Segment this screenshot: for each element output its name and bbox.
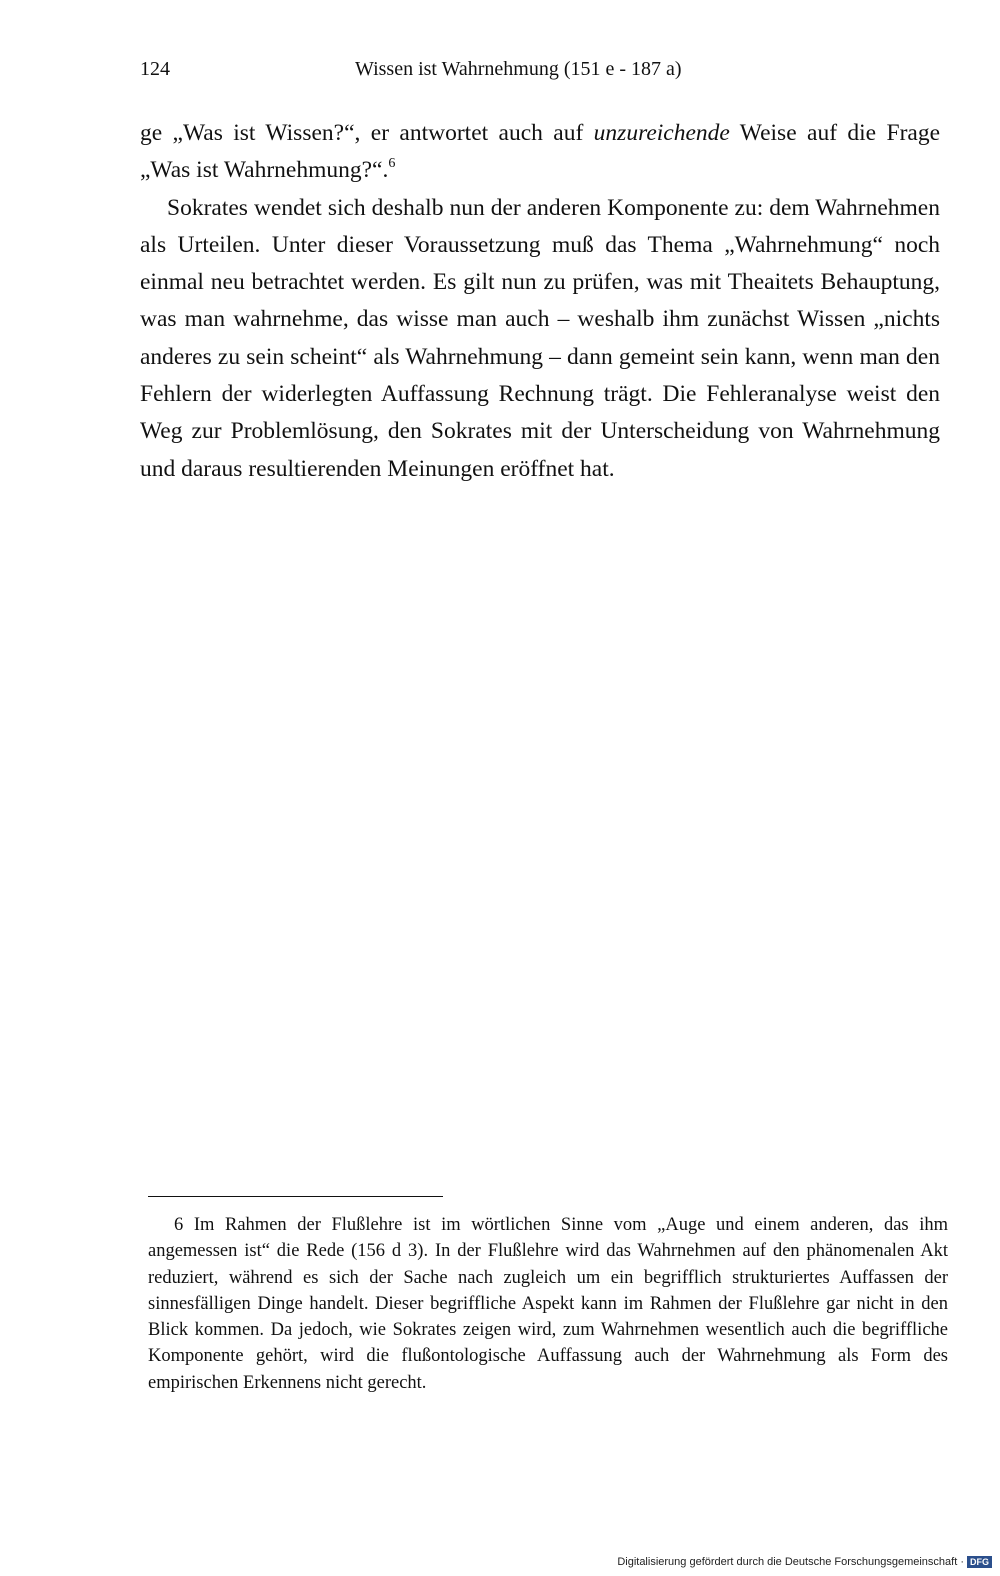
- footnote-reference[interactable]: 6: [388, 155, 396, 172]
- footnote-text: Im Rahmen der Flußlehre ist im wörtlichen Sinne vom „Auge und einem anderen, das ihm angemessen ist“ die Rede (156 d 3). In der Flußlehre wird das Wahrnehmen auf den phänomenalen Akt reduziert, während es sich der Sache nach zugleich um ein begrifflich strukturiertes Auffassen der sinnesfälligen Dinge handelt. Dieser begriffliche Aspekt kann im Rahmen der Flußlehre gar nicht in den Blick kommen. Da jedoch, wie Sokrates zeigen wird, zum Wahrnehmen wesentlich auch die begriffliche Komponente gehört, wird die flußontologische Auffassung auch der Wahrnehmung als Form des empirischen Erkennens nicht gerecht.: [148, 1215, 948, 1393]
- paragraph-2: Sokrates wendet sich deshalb nun der anderen Komponente zu: dem Wahrnehmen als Urteilen. Unter dieser Voraussetzung muß das Thema „Wahrnehmung“ noch einmal neu betrachtet werden. Es gilt nun zu prüfen, was mit Theaitets Behauptung, was man wahrnehme, das wisse man auch – weshalb ihm zunächst Wissen „nichts anderes zu sein scheint“ als Wahrnehmung – dann gemeint sein kann, wenn man den Fehlern der widerlegten Auffassung Rechnung trägt. Die Fehleranalyse weist den Weg zur Problemlösung, den Sokrates mit der Unterscheidung von Wahrnehmung und daraus resultierenden Meinungen eröffnet hat.: [140, 194, 940, 482]
- dfg-logo: DFG: [967, 1556, 992, 1568]
- credit-text: Digitalisierung gefördert durch die Deutsche Forschungsgemeinschaft ·: [617, 1556, 964, 1568]
- paragraph-1-emphasis: unzureichende: [593, 120, 730, 146]
- paragraph-1: [140, 115, 940, 190]
- digitization-credit: [617, 1556, 992, 1572]
- body-text: [140, 115, 940, 488]
- paragraph-1-text-b: Weise auf die Frage „Was ist Wahrnehmung?“.: [140, 120, 941, 184]
- page-header: [140, 58, 940, 88]
- footnotes: [148, 1212, 948, 1396]
- paragraph-1-text-a: ge „Was ist Wissen?“, er antwortet auch auf: [140, 120, 594, 146]
- footnote-divider: [148, 1196, 443, 1197]
- page-number: 124: [140, 58, 170, 80]
- running-head: Wissen ist Wahrnehmung (151 e - 187 a): [355, 58, 682, 80]
- footnote-number: 6: [174, 1215, 184, 1235]
- footnote-6: [148, 1212, 948, 1396]
